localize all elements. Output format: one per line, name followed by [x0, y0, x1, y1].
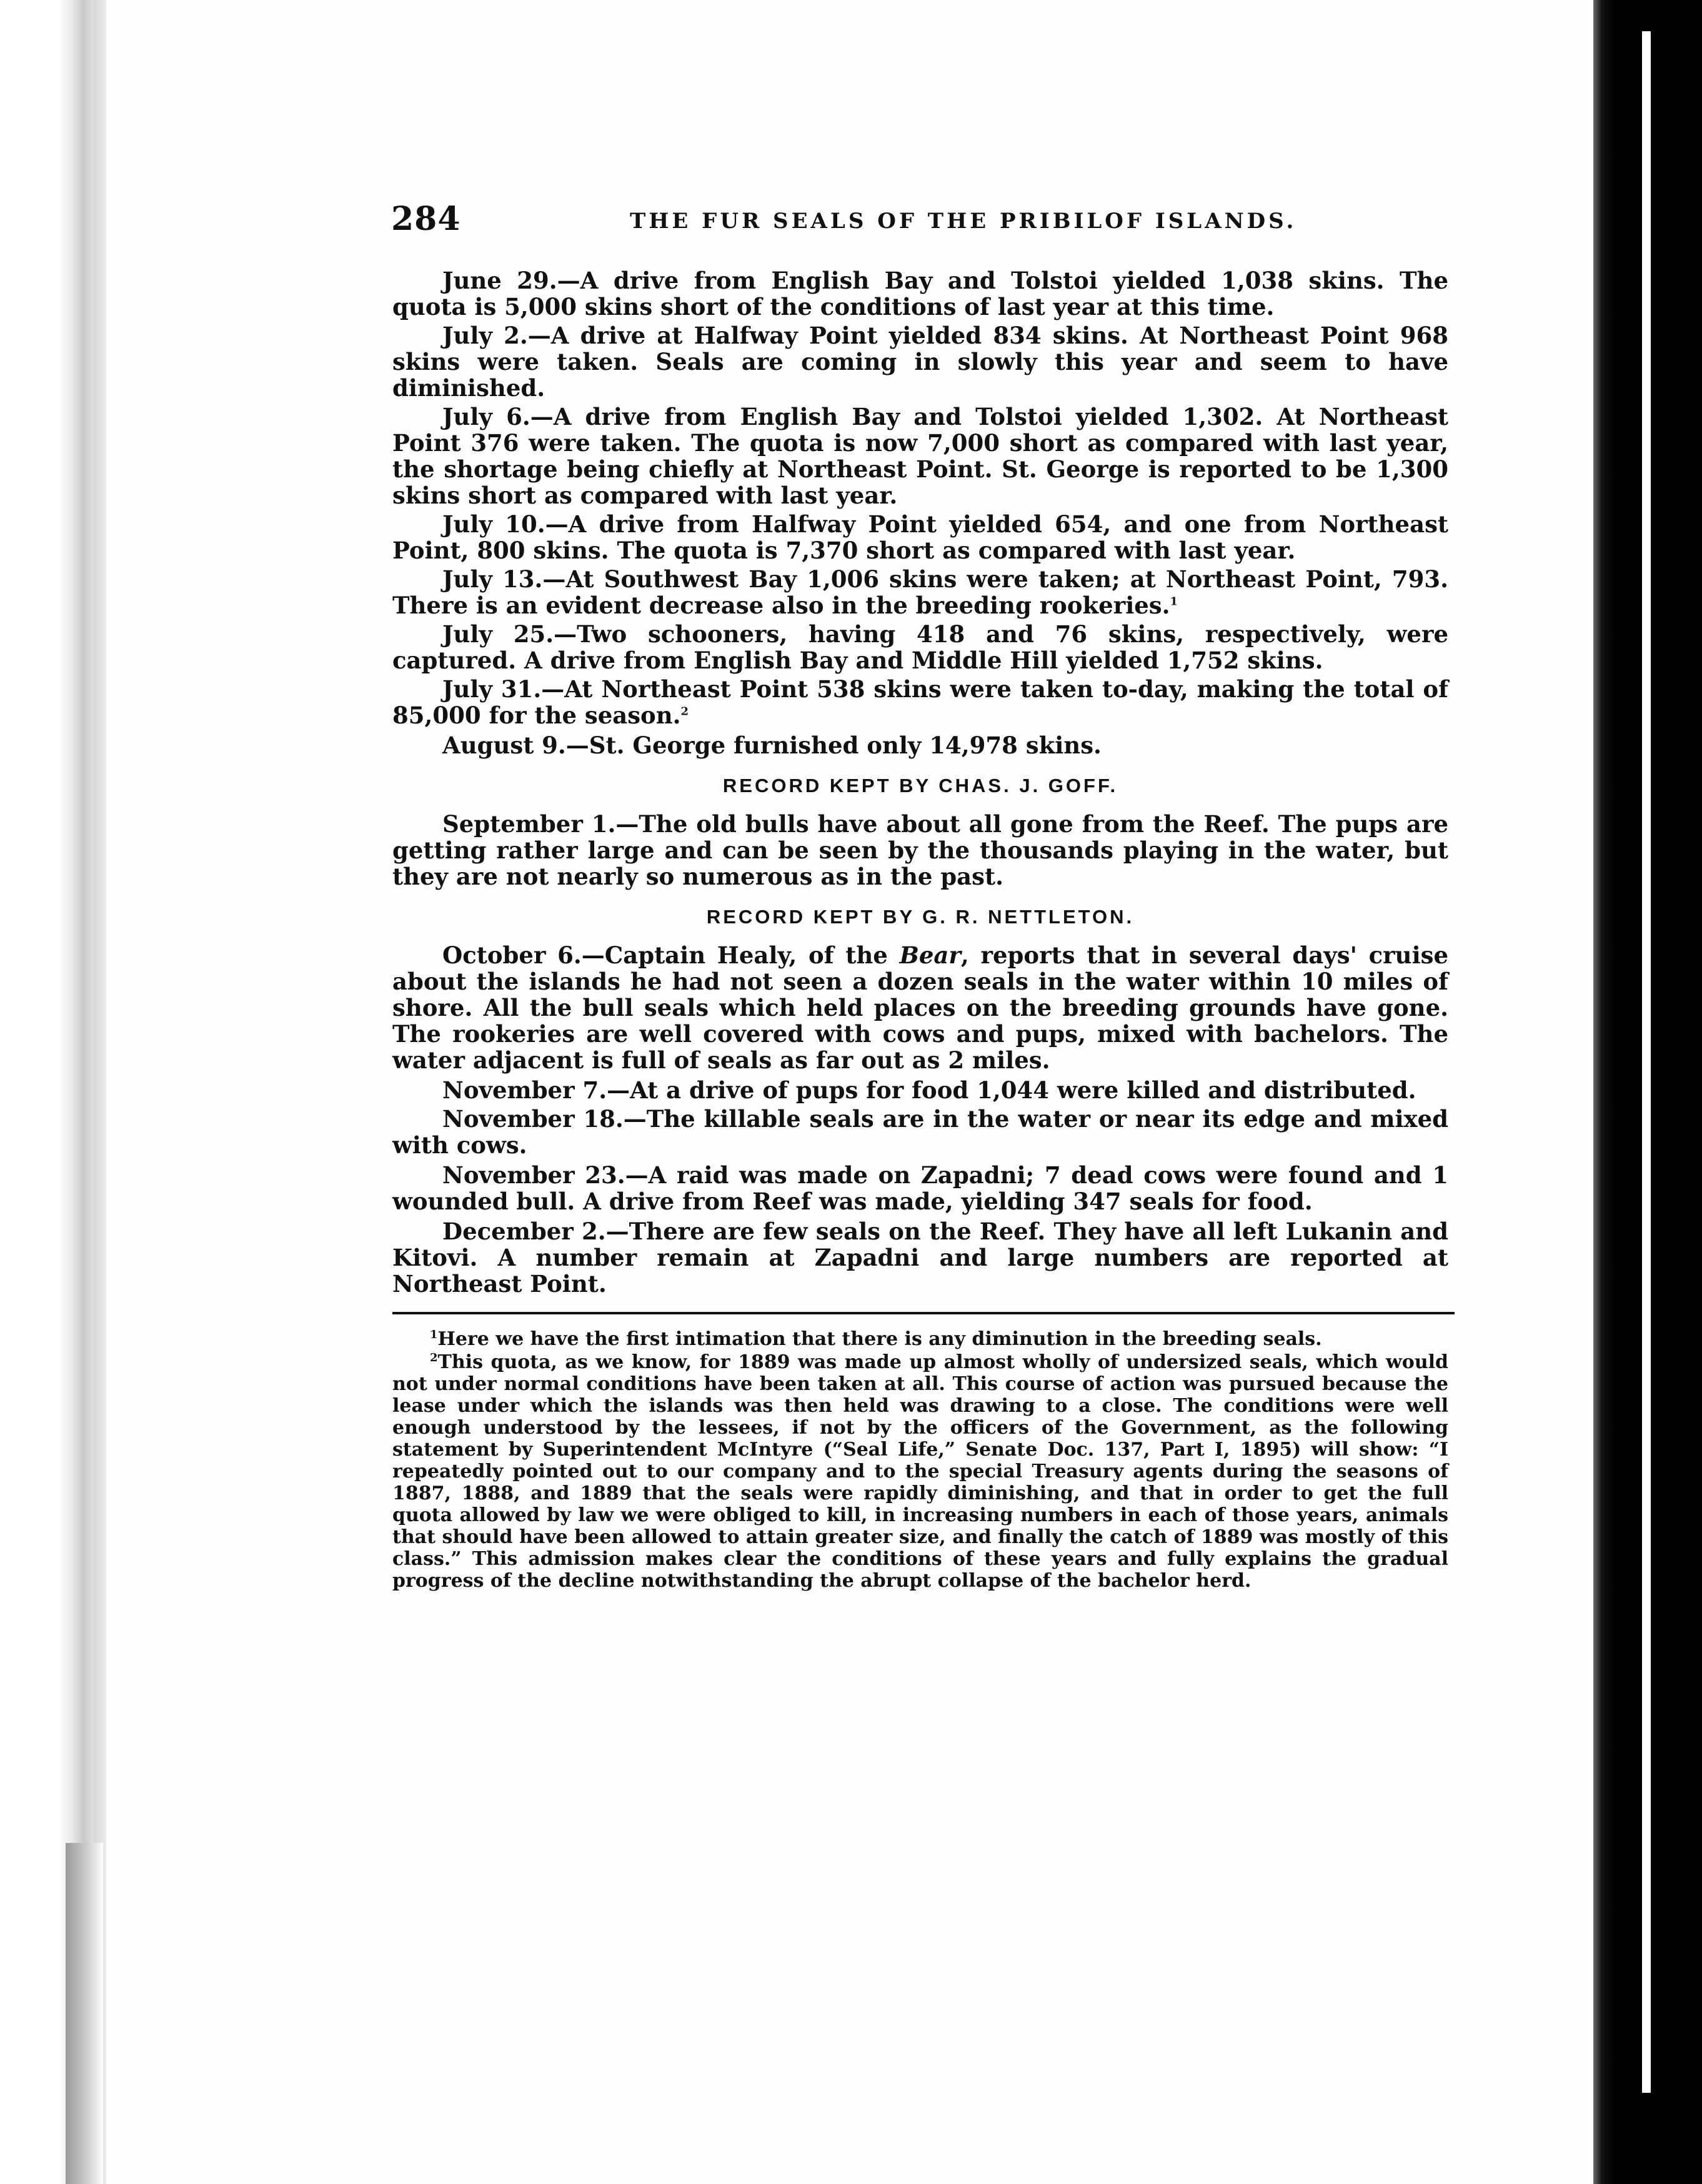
section-heading-nettleton: RECORD KEPT BY G. R. NETTLETON.: [706, 906, 1135, 928]
diary-entry: July 10.—A drive from Halfway Point yielded 654, and one from Northeast Point, 800 skins. The quota is 7,370 short as compared with last year.: [392, 510, 1448, 564]
footnote-mark: 2: [430, 1351, 438, 1364]
footnote-rule: [392, 1312, 1455, 1314]
diary-entry: November 18.—The killable seals are in the water or near its edge and mixed with cows.: [392, 1105, 1448, 1159]
diary-entry: November 23.—A raid was made on Zapadni; 7 dead cows were found and 1 wounded bull. A drive from Reef was made, yielding 347 seals for food.: [392, 1161, 1448, 1215]
diary-entry: July 31.—At Northeast Point 538 skins were taken to-day, making the total of 85,000 for the season.$^2$: [392, 675, 1448, 729]
diary-entry: July 25.—Two schooners, having 418 and 76 skins, respectively, were captured. A drive from English Bay and Middle Hill yielded 1,752 skins.: [392, 620, 1448, 674]
ship-name: Bear: [899, 941, 961, 969]
next-page-edge: [1642, 31, 1651, 2093]
page-header: [392, 200, 1448, 245]
footnote-mark: 1: [430, 1328, 438, 1341]
diary-entry: December 2.—There are few seals on the Reef. They have all left Lukanin and Kitovi. A number remain at Zapadni and large numbers are reported at Northeast Point.: [392, 1218, 1448, 1298]
running-head: THE FUR SEALS OF THE PRIBILOF ISLANDS.: [630, 209, 1297, 234]
page-number: 284: [391, 200, 461, 238]
diary-entry: June 29.—A drive from English Bay and Tolstoi yielded 1,038 skins. The quota is 5,000 skins short of the conditions of last year at this time.: [392, 267, 1448, 320]
entries-top: [392, 267, 1448, 758]
diary-entry: July 2.—A drive at Halfway Point yielded 834 skins. At Northeast Point 968 skins were taken. Seals are coming in slowly this year and seem to have diminished.: [392, 322, 1448, 402]
section-heading-goff: RECORD KEPT BY CHAS. J. GOFF.: [722, 775, 1118, 797]
diary-entry: November 7.—At a drive of pups for food 1,044 were killed and distributed.: [442, 1076, 1416, 1104]
page-content: [392, 200, 1448, 1593]
diary-entry: October 6.—Captain Healy, of the Bear, reports that in several days' cruise about the islands he had not seen a dozen seals in the water within 10 miles of shore. All the bull seals which held places on the breeding grounds have gone. The rookeries are well covered with cows and pups, mixed with bachelors. The water adjacent is full of seals as far out as 2 miles.: [392, 941, 1449, 1074]
page-curl: [66, 1843, 103, 2184]
footnote-mark: 2: [680, 705, 689, 718]
diary-entry: September 1.—The old bulls have about all gone from the Reef. The pups are getting rather large and can be seen by the thousands playing in the water, but they are not nearly so numerous as in the past.: [392, 810, 1448, 890]
diary-entry: August 9.—St. George furnished only 14,978 skins.: [442, 732, 1102, 759]
footnote: $^2$This quota, as we know, for 1889 was made up almost wholly of undersized seals, which would not under normal conditions have been taken at all. This course of action was pursued because the lease under which the islands was then held was drawing to a close. The conditions were well enough understood by the lessees, if not by the officers of the Government, as the following statement by Superintendent McIntyre (“Seal Life,” Senate Doc. 137, Part I, 1895) will show: “I repeatedly pointed out to our company and to the special Treasury agents during the seasons of 1887, 1888, and 1889 that the seals were rapidly diminishing, and that in order to get the full quota allowed by law we were obliged to kill, in increasing numbers in each of those years, animals that should have been allowed to attain greater size, and finally the catch of 1889 was mostly of this class.” This admission makes clear the conditions of these years and fully explains the gradual progress of the decline notwithstanding the abrupt collapse of the bachelor herd.: [392, 1351, 1448, 1592]
diary-entry: July 13.—At Southwest Bay 1,006 skins were taken; at Northeast Point, 793. There is an evident decrease also in the breeding rookeries.$^1$: [392, 565, 1448, 619]
footnote-mark: 1: [1170, 595, 1178, 608]
footnote: $^1$Here we have the first intimation that there is any diminution in the breeding seals.: [430, 1328, 1322, 1350]
diary-entry: July 6.—A drive from English Bay and Tolstoi yielded 1,302. At Northeast Point 376 were taken. The quota is now 7,000 short as compared with last year, the shortage being chiefly at Northeast Point. St. George is reported to be 1,300 skins short as compared with last year.: [392, 403, 1448, 509]
